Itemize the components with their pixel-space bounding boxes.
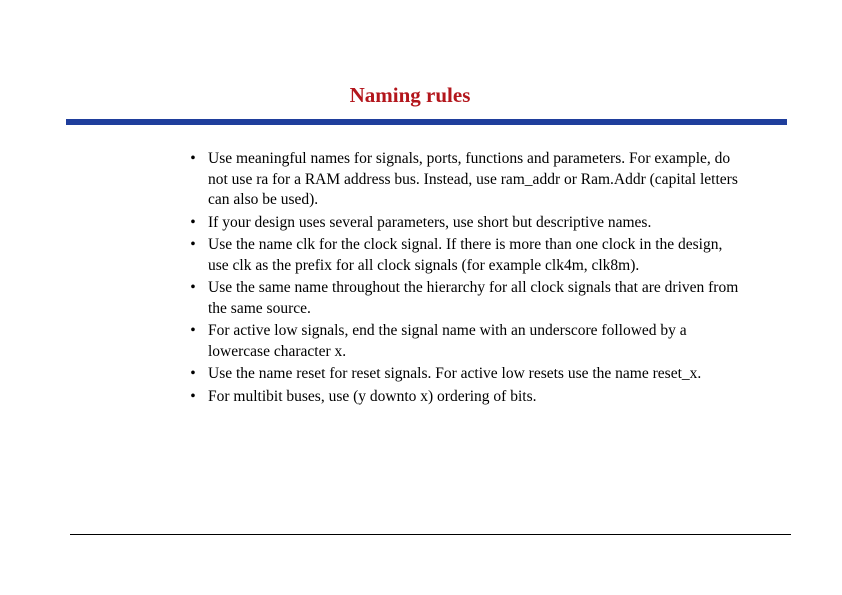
list-item	[186, 235, 746, 276]
list-item-text: Use meaningful names for signals, ports, functions and parameters. For example, do not use ra for a RAM address bus. Instead, use ram_addr or Ram.Addr (capital letters can also be used).	[208, 150, 738, 208]
list-item-text: Use the name clk for the clock signal. If there is more than one clock in the design, use clk as the prefix for all clock signals (for example clk4m, clk8m).	[208, 236, 723, 274]
bullet-icon: •	[190, 365, 196, 382]
bullet-icon: •	[190, 213, 196, 231]
naming-rules-list	[186, 149, 746, 409]
list-item	[186, 387, 746, 408]
title-divider	[66, 119, 787, 125]
bullet-icon: •	[190, 279, 196, 296]
bullet-icon: •	[190, 236, 196, 253]
list-item	[186, 149, 746, 211]
list-item-text: For multibit buses, use (y downto x) ordering of bits.	[208, 387, 537, 405]
list-item-text: For active low signals, end the signal name with an underscore followed by a lowercase character x.	[208, 322, 687, 360]
footer-divider	[70, 534, 791, 535]
list-item-text: If your design uses several parameters, use short but descriptive names.	[208, 213, 652, 231]
bullet-icon: •	[190, 322, 196, 339]
bullet-icon: •	[190, 387, 196, 405]
slide-title: Naming rules	[349, 83, 471, 107]
list-item-text: Use the same name throughout the hierarchy for all clock signals that are driven from the same source.	[208, 279, 739, 317]
list-item	[186, 278, 746, 319]
list-item	[186, 364, 746, 385]
list-item-text: Use the name reset for reset signals. For active low resets use the name reset_x.	[208, 365, 702, 382]
list-item	[186, 213, 746, 234]
bullet-icon: •	[190, 150, 196, 167]
list-item	[186, 321, 746, 362]
